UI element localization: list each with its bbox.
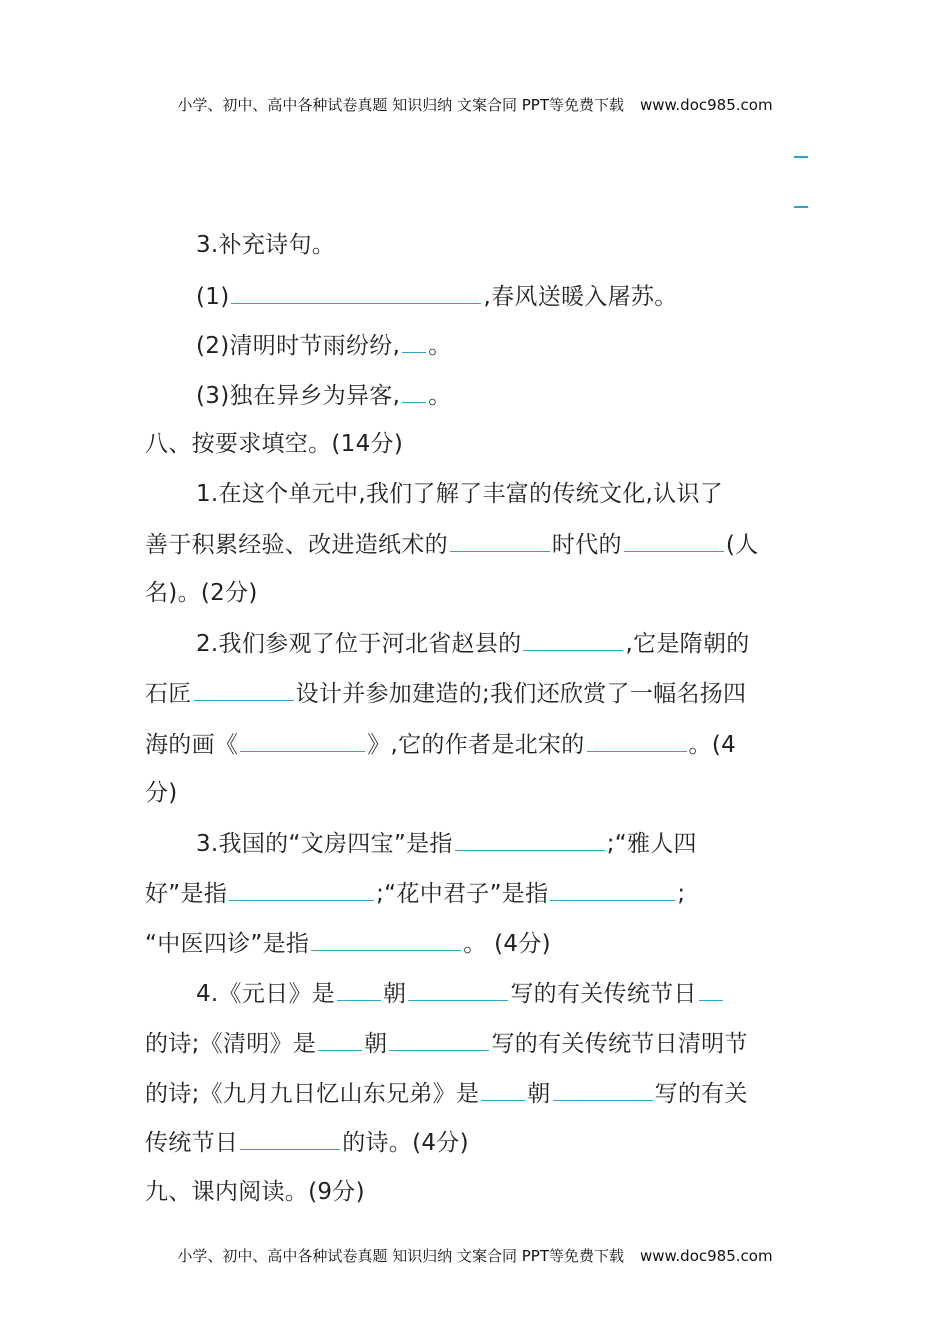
answer-blank[interactable] [587,729,687,752]
line-text: 朝 [364,1031,388,1057]
section-title: 八、按要求填空。(14分) [145,431,404,457]
line-text: 写的有关传统节日清明节 [491,1031,748,1057]
question-line [196,828,697,859]
line-text: 好”是指 [145,881,228,907]
answer-blank[interactable] [402,330,426,353]
page-footer [0,1245,950,1266]
question-line [145,678,746,709]
question-title: 3.补充诗句。 [196,232,336,258]
line-text: 2.我们参观了位于河北省赵县的 [196,631,522,657]
line-text: 石匠 [145,681,192,707]
question-line: 名)。(2分) [145,580,258,606]
margin-mark [794,156,808,158]
question-line [196,978,725,1009]
answer-blank[interactable] [311,928,461,951]
footer-text: 小学、初中、高中各种试卷真题 知识归纳 文案合同 PPT等免费下载 [177,1247,624,1265]
line-text: 的诗;《清明》是 [145,1031,317,1057]
margin-mark [794,206,808,208]
question-line: 1.在这个单元中,我们了解了丰富的传统文化,认识了 [196,481,724,507]
question-line: 分) [145,780,178,806]
question-line [145,1028,748,1059]
answer-blank[interactable] [553,1078,653,1101]
line-text: ,春风送暖入屠苏。 [483,284,678,310]
question-line [145,878,685,909]
line-text: 传统节日 [145,1130,239,1156]
line-text: (1) [196,284,230,310]
answer-blank[interactable] [231,281,481,304]
question-line [145,1078,748,1109]
answer-blank[interactable] [240,729,365,752]
line-text: 善于积累经验、改进造纸术的 [145,532,448,558]
question-line [196,330,452,361]
line-text: 3.我国的“文房四宝”是指 [196,831,453,857]
answer-blank[interactable] [699,978,723,1001]
line-text: ;“雅人四 [606,831,697,857]
answer-blank[interactable] [550,878,675,901]
answer-blank[interactable] [229,878,374,901]
answer-blank[interactable] [337,978,381,1001]
question-line [145,529,758,560]
answer-blank[interactable] [624,529,724,552]
footer-site: www.doc985.com [639,1247,773,1265]
question-line [196,628,750,659]
answer-blank[interactable] [240,1127,340,1150]
line-text: (2)清明时节雨纷纷, [196,333,401,359]
line-text: 朝 [527,1081,551,1107]
header-site: www.doc985.com [639,96,773,114]
answer-blank[interactable] [450,529,550,552]
question-line [145,1127,469,1158]
answer-blank[interactable] [481,1078,525,1101]
line-text: 。(4 [688,732,737,758]
line-text: ,它是隋朝的 [625,631,750,657]
line-text: 海的画《 [145,732,239,758]
answer-blank[interactable] [318,1028,362,1051]
answer-blank[interactable] [389,1028,489,1051]
line-text: ; [677,881,686,907]
line-text: ;“花中君子”是指 [376,881,549,907]
line-text: 。 (4分) [463,931,551,957]
line-text: 的诗;《九月九日忆山东兄弟》是 [145,1081,480,1107]
page-header [0,94,950,115]
answer-blank[interactable] [402,380,426,403]
line-text: “中医四诊”是指 [145,931,310,957]
line-text: 朝 [383,981,407,1007]
question-line [145,928,551,959]
answer-blank[interactable] [408,978,508,1001]
line-text: 4.《元日》是 [196,981,336,1007]
line-text: 写的有关 [654,1081,748,1107]
answer-blank[interactable] [455,828,605,851]
question-line [145,729,736,760]
line-text: 的诗。(4分) [342,1130,469,1156]
line-text: 》,它的作者是北宋的 [367,732,585,758]
header-text: 小学、初中、高中各种试卷真题 知识归纳 文案合同 PPT等免费下载 [177,96,624,114]
line-text: 。 [428,333,452,359]
line-text: (人 [725,532,759,558]
question-line [196,281,678,312]
line-text: 时代的 [551,532,622,558]
question-line [196,380,452,411]
answer-blank[interactable] [194,678,294,701]
line-text: 设计并参加建造的;我们还欣赏了一幅名扬四 [295,681,747,707]
line-text: 写的有关传统节日 [510,981,697,1007]
answer-blank[interactable] [523,628,623,651]
line-text: (3)独在异乡为异客, [196,383,401,409]
line-text: 。 [428,383,452,409]
section-title: 九、课内阅读。(9分) [145,1179,365,1205]
